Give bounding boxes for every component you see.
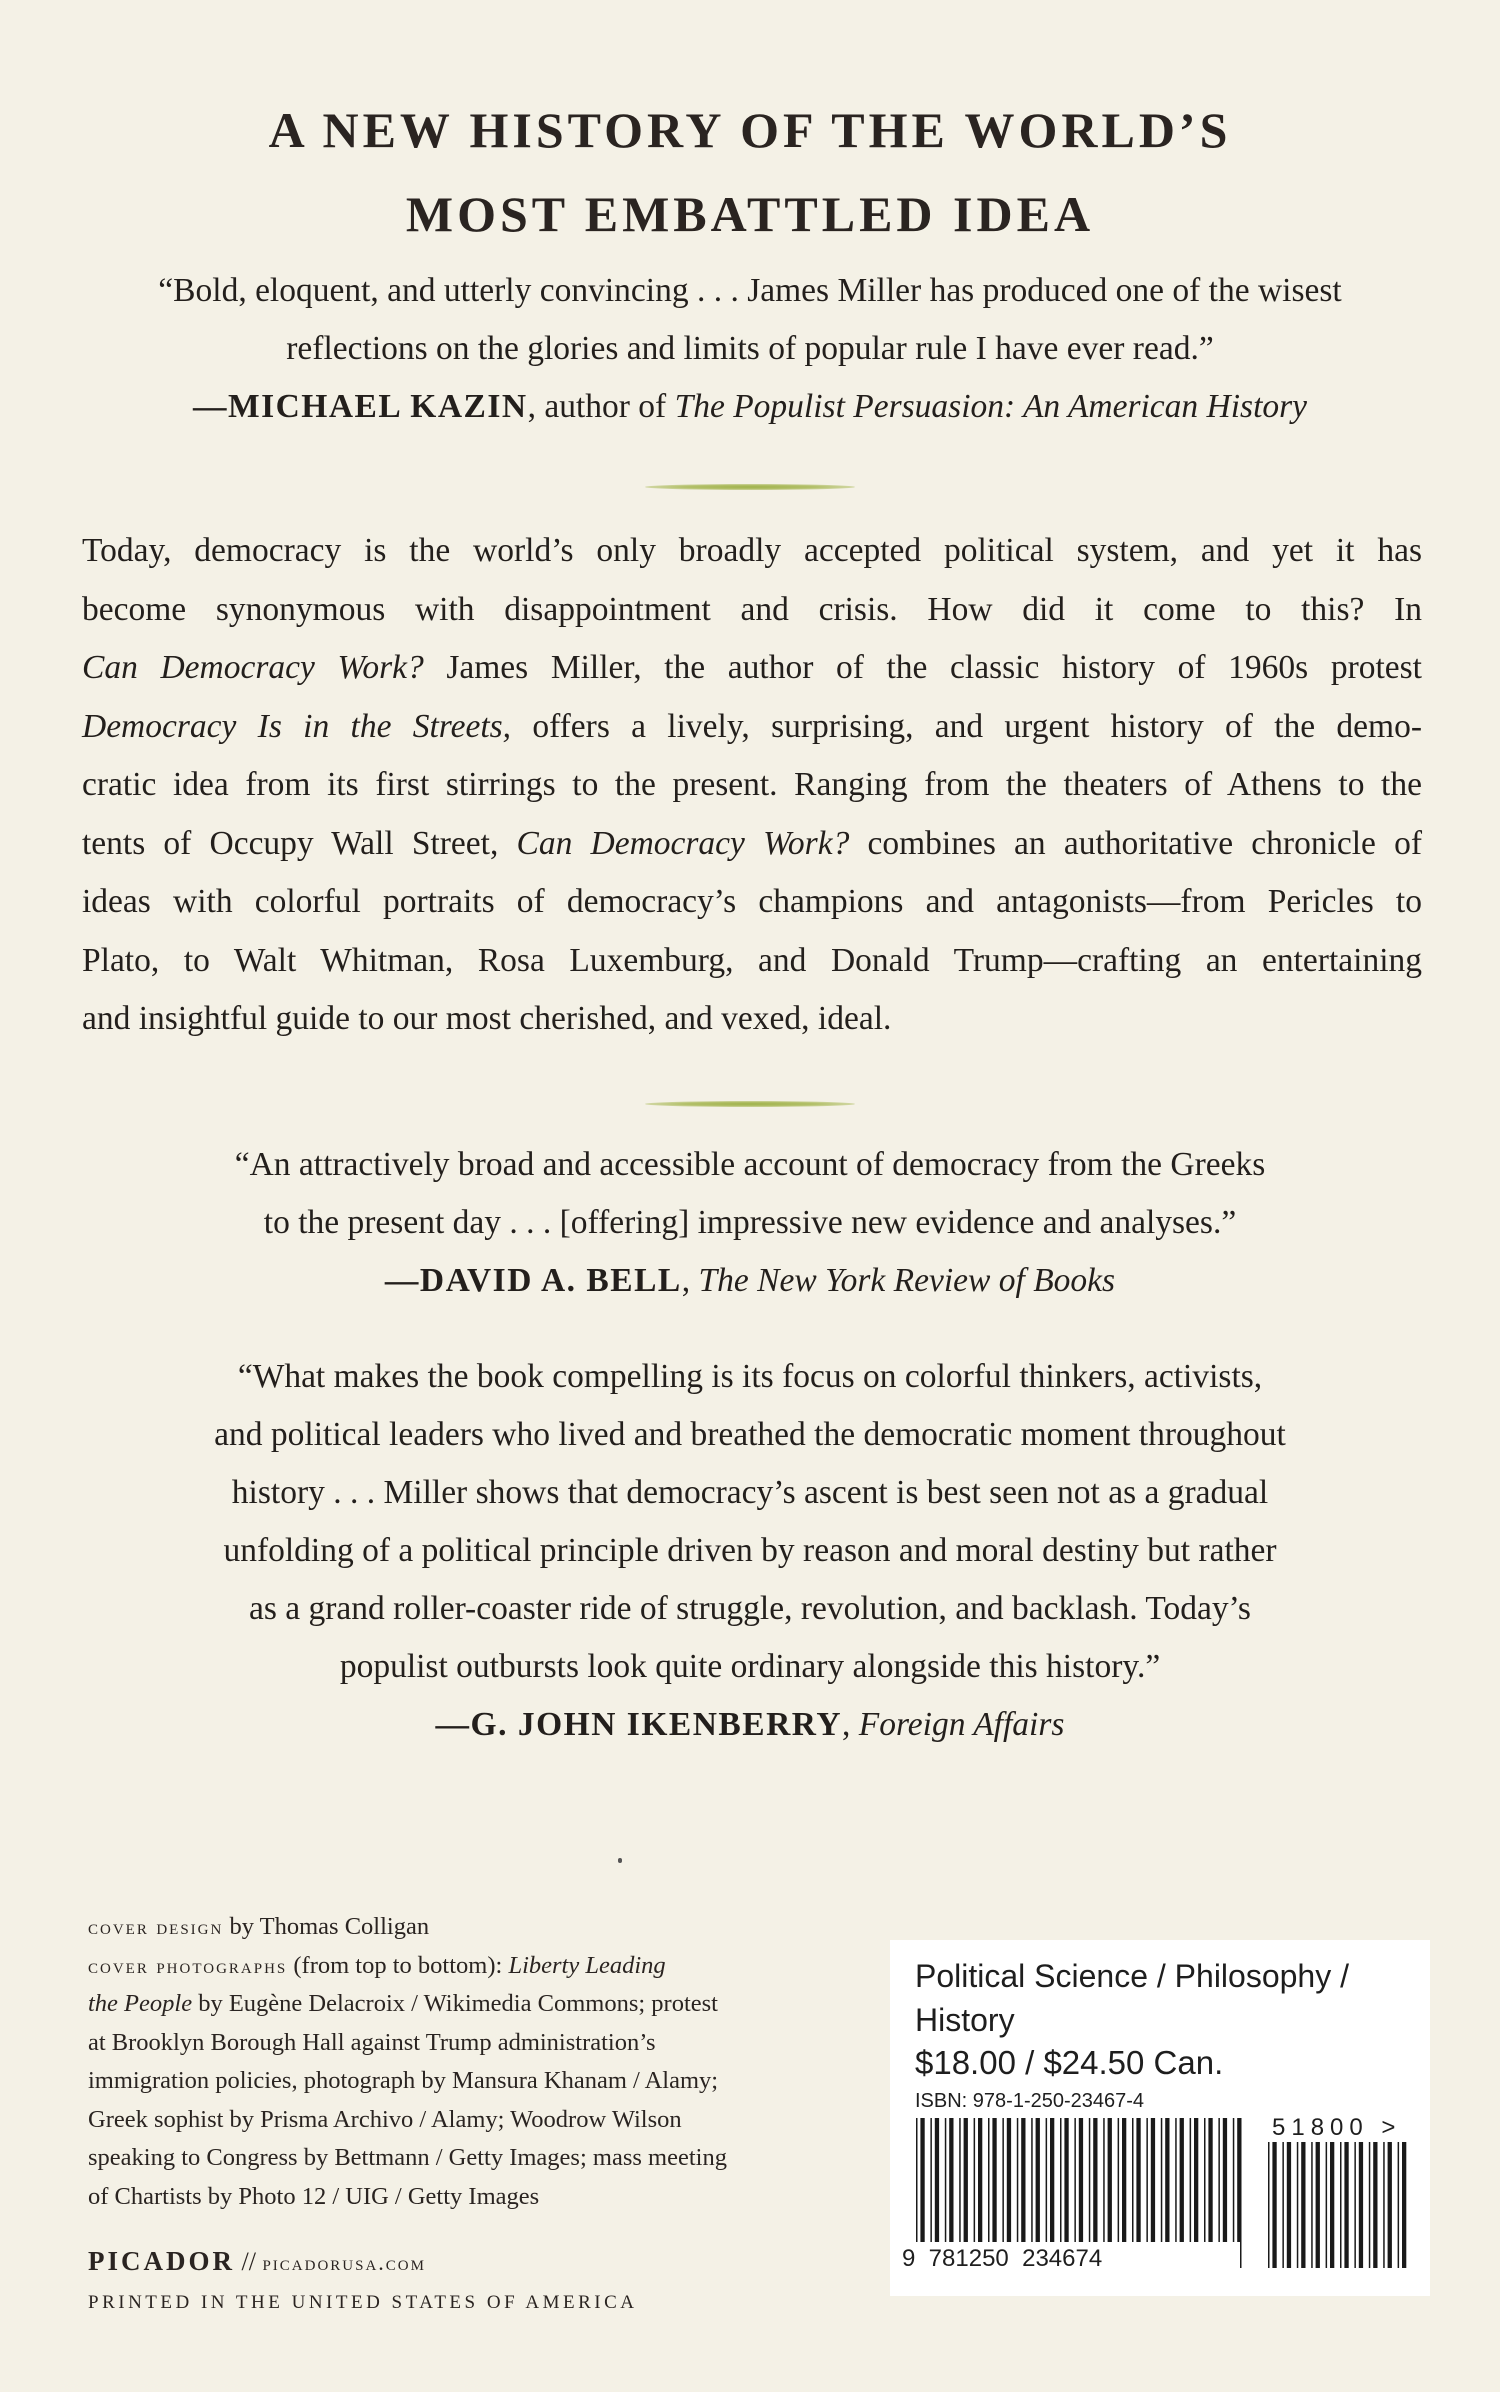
- quote-line: populist outbursts look quite ordinary alongside this history.”: [339, 1648, 1161, 1685]
- credit-label: cover design: [88, 1914, 224, 1939]
- barcode-bar: [1316, 2142, 1320, 2268]
- barcode-bar: [1326, 2142, 1328, 2268]
- isbn-label: ISBN: 978-1-250-23467-4: [915, 2090, 1145, 2112]
- barcode-bar: [1268, 2142, 1270, 2268]
- credit-line: speaking to Congress by Bettmann / Getty Images; mass meeting: [88, 2144, 727, 2171]
- attribution-work: The Populist Persuasion: An American History: [674, 388, 1308, 425]
- headline: [0, 88, 1500, 256]
- description-text: James Miller, the author of the classic history of 1960s protest: [423, 649, 1422, 686]
- publisher-line: [88, 2246, 426, 2277]
- credit-line: [88, 1908, 848, 1947]
- quote-line: to the present day . . . [offering] impressive new evidence and analyses.”: [263, 1204, 1237, 1241]
- credit-text: (from top to bottom):: [287, 1951, 509, 1979]
- price-label: $18.00 / $24.50 Can.: [915, 2044, 1224, 2081]
- credit-line: immigration policies, photograph by Mansura Khanam / Alamy;: [88, 2067, 719, 2094]
- quote-line: history . . . Miller shows that democracy’s ascent is best seen not as a gradual: [231, 1474, 1269, 1511]
- attribution-work: The New York Review of Books: [698, 1262, 1116, 1299]
- credit-line: Greek sophist by Prisma Archivo / Alamy; Woodrow Wilson: [88, 2105, 682, 2133]
- barcode-bar: [1383, 2142, 1385, 2268]
- attribution-name: —DAVID A. BELL: [384, 1262, 682, 1299]
- quote-attribution: [80, 1696, 1420, 1754]
- barcode-bar: [1388, 2142, 1392, 2268]
- book-title: Democracy Is in the Streets,: [82, 707, 512, 745]
- barcode-bar: [1311, 2142, 1313, 2268]
- quote-line: “What makes the book compelling is its focus on colorful thinkers, activists,: [237, 1358, 1263, 1395]
- attribution-separator: ,: [842, 1706, 859, 1743]
- publisher-separator: //: [235, 2247, 263, 2276]
- ornament-divider: [645, 484, 855, 490]
- barcode-bar: [1359, 2142, 1363, 2268]
- description-line: Plato, to Walt Whitman, Rosa Luxemburg, and Donald Trump—crafting an entertaining: [82, 941, 1422, 979]
- credit-line: [88, 1985, 848, 2024]
- ornament-divider: [645, 1101, 855, 1107]
- quote-attribution: [80, 378, 1420, 436]
- price-barcode-sticker: [890, 1940, 1430, 2296]
- description-line: [82, 815, 1422, 874]
- ikenberry-quote: [80, 1348, 1420, 1754]
- barcode-bar: [1340, 2142, 1342, 2268]
- barcode-bar: [1344, 2142, 1348, 2268]
- headline-line-2: MOST EMBATTLED IDEA: [405, 186, 1095, 242]
- publisher-brand: PICADOR: [88, 2246, 235, 2276]
- category-line: Political Science / Philosophy /: [915, 1958, 1349, 1994]
- barcode-digits: 9 781250 234674: [902, 2245, 1103, 2272]
- credit-line: [88, 1947, 848, 1986]
- barcode-bar: [1282, 2142, 1284, 2268]
- category-line: History: [915, 2002, 1015, 2038]
- description-text: offers a lively, surprising, and urgent history of the demo-: [511, 707, 1422, 745]
- attribution-separator: ,: [681, 1262, 699, 1299]
- barcode-bar: [1354, 2142, 1356, 2268]
- description-line: ideas with colorful portraits of democracy’s champions and antagonists—from Pericles to: [82, 883, 1422, 920]
- artwork-title: Liberty Leading: [508, 1951, 666, 1979]
- kazin-quote: [80, 262, 1420, 436]
- barcode-bar: [1287, 2142, 1291, 2268]
- barcode-bar: [1398, 2142, 1400, 2268]
- cover-credits: [88, 1908, 848, 2216]
- barcode-bar: [1297, 2142, 1299, 2268]
- book-title: Can Democracy Work?: [82, 649, 424, 686]
- barcode-addon-bars: [1268, 2142, 1406, 2268]
- barcode-bar: [1373, 2142, 1377, 2268]
- credit-text: by Eugène Delacroix / Wikimedia Commons; protest: [192, 1990, 718, 2017]
- quote-line: unfolding of a political principle driven by reason and moral destiny but rather: [223, 1532, 1277, 1569]
- barcode-bar: [1272, 2142, 1276, 2268]
- description-text: combines an authoritative chronicle of: [849, 824, 1422, 862]
- credit-text: by Thomas Colligan: [223, 1913, 430, 1940]
- description-line: and insightful guide to our most cherished, and vexed, ideal.: [82, 1000, 892, 1037]
- description-line: [82, 698, 1422, 757]
- quote-attribution: [80, 1252, 1420, 1310]
- barcode-bar: [1402, 2142, 1406, 2268]
- headline-line-1: A NEW HISTORY OF THE WORLD’S: [268, 102, 1232, 158]
- quote-line: and political leaders who lived and breathed the democratic moment throughout: [214, 1416, 1286, 1453]
- credit-line: at Brooklyn Borough Hall against Trump administration’s: [88, 2028, 656, 2056]
- book-description: [82, 522, 1422, 1049]
- artwork-title: the People: [88, 1990, 193, 2017]
- quote-line: reflections on the glories and limits of popular rule I have ever read.”: [286, 330, 1214, 367]
- description-text: tents of Occupy Wall Street,: [82, 824, 517, 862]
- credit-label: cover photographs: [88, 1952, 288, 1978]
- book-title: Can Democracy Work?: [516, 824, 850, 862]
- addon-digits: 51800 >: [1272, 2114, 1402, 2141]
- publisher-url: picadorusa.com: [262, 2250, 426, 2275]
- attribution-name: —G. JOHN IKENBERRY: [435, 1706, 843, 1743]
- description-line: become synonymous with disappointment and crisis. How did it come to this? In: [82, 590, 1422, 628]
- description-line: [82, 639, 1422, 698]
- barcode-bar: [1369, 2142, 1371, 2268]
- attribution-separator: , author of: [527, 388, 675, 425]
- print-speck: [618, 1858, 622, 1863]
- quote-line: as a grand roller-coaster ride of struggle, revolution, and backlash. Today’s: [249, 1590, 1251, 1627]
- quote-line: “Bold, eloquent, and utterly convincing . . . James Miller has produced one of the wisest: [158, 272, 1342, 309]
- barcode: [890, 1940, 1430, 2296]
- barcode-bar: [1330, 2142, 1334, 2268]
- bell-quote: [80, 1136, 1420, 1310]
- printed-in-notice: PRINTED IN THE UNITED STATES OF AMERICA: [88, 2292, 638, 2313]
- credit-line: of Chartists by Photo 12 / UIG / Getty Images: [88, 2182, 540, 2210]
- description-line: Today, democracy is the world’s only broadly accepted political system, and yet it has: [82, 532, 1422, 569]
- attribution-name: —MICHAEL KAZIN: [192, 388, 528, 425]
- description-line: cratic idea from its first stirrings to the present. Ranging from the theaters of Athens to the: [82, 766, 1422, 803]
- quote-line: “An attractively broad and accessible account of democracy from the Greeks: [234, 1146, 1266, 1183]
- attribution-work: Foreign Affairs: [858, 1706, 1065, 1743]
- barcode-bar: [1301, 2142, 1305, 2268]
